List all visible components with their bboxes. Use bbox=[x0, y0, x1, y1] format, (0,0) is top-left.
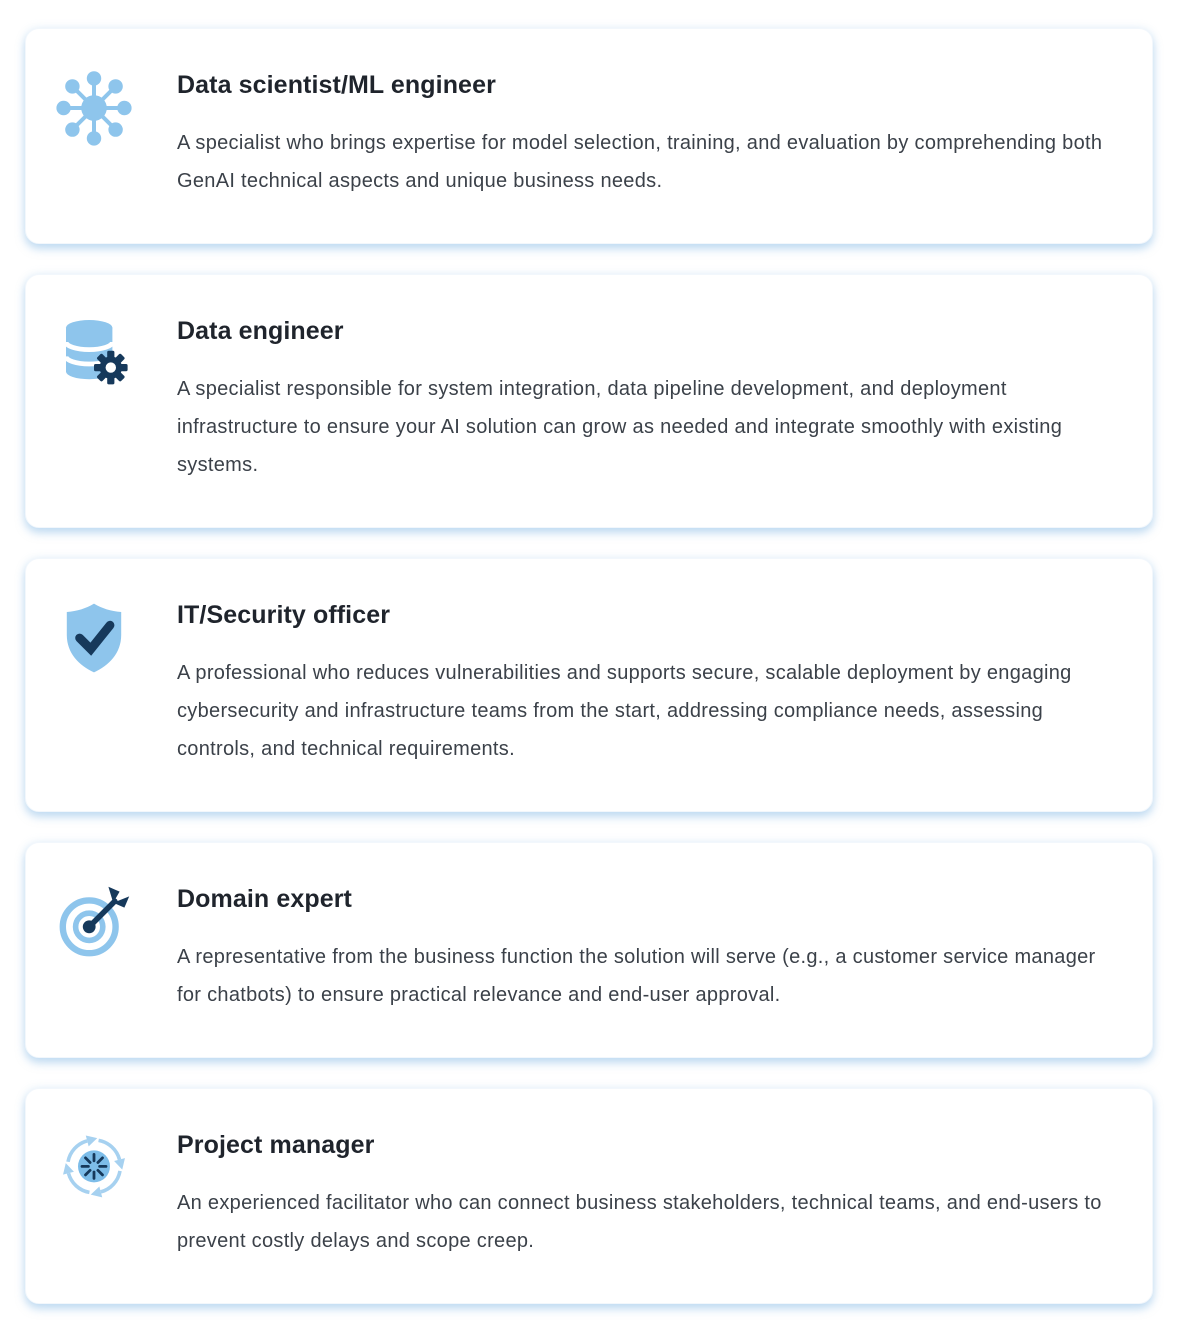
role-card-data-engineer bbox=[25, 274, 1153, 528]
card-title: Data scientist/ML engineer bbox=[177, 71, 496, 99]
cycle-timer-icon bbox=[54, 1128, 134, 1208]
card-title: Data engineer bbox=[177, 317, 344, 345]
role-card-domain-expert bbox=[25, 842, 1153, 1058]
card-description: An experienced facilitator who can connect business stakeholders, technical teams, and end-users to prevent costly delays and scope creep. bbox=[177, 1192, 1102, 1252]
role-card-project-manager bbox=[25, 1088, 1153, 1304]
card-description: A specialist responsible for system integration, data pipeline development, and deployment infrastructure to ensure your AI solution can grow as needed and integrate smoothly with existing systems. bbox=[177, 378, 1063, 476]
target-dart-icon bbox=[54, 882, 134, 962]
card-title: IT/Security officer bbox=[177, 601, 391, 629]
card-description: A specialist who brings expertise for model selection, training, and evaluation by comprehending both GenAI technical aspects and unique business needs. bbox=[177, 132, 1103, 192]
card-description: A professional who reduces vulnerabilities and supports secure, scalable deployment by engaging cybersecurity and infrastructure teams from the start, addressing compliance needs, assessing controls, and technical requirements. bbox=[177, 662, 1072, 760]
card-title: Project manager bbox=[177, 1131, 375, 1159]
shield-check-icon bbox=[54, 598, 134, 678]
database-gear-icon bbox=[54, 314, 134, 394]
card-title: Domain expert bbox=[177, 885, 352, 913]
role-card-it-security bbox=[25, 558, 1153, 812]
role-card-data-scientist bbox=[25, 28, 1153, 244]
network-nodes-icon bbox=[54, 68, 134, 148]
card-description: A representative from the business function the solution will serve (e.g., a customer service manager for chatbots) to ensure practical relevance and end-user approval. bbox=[177, 946, 1096, 1006]
